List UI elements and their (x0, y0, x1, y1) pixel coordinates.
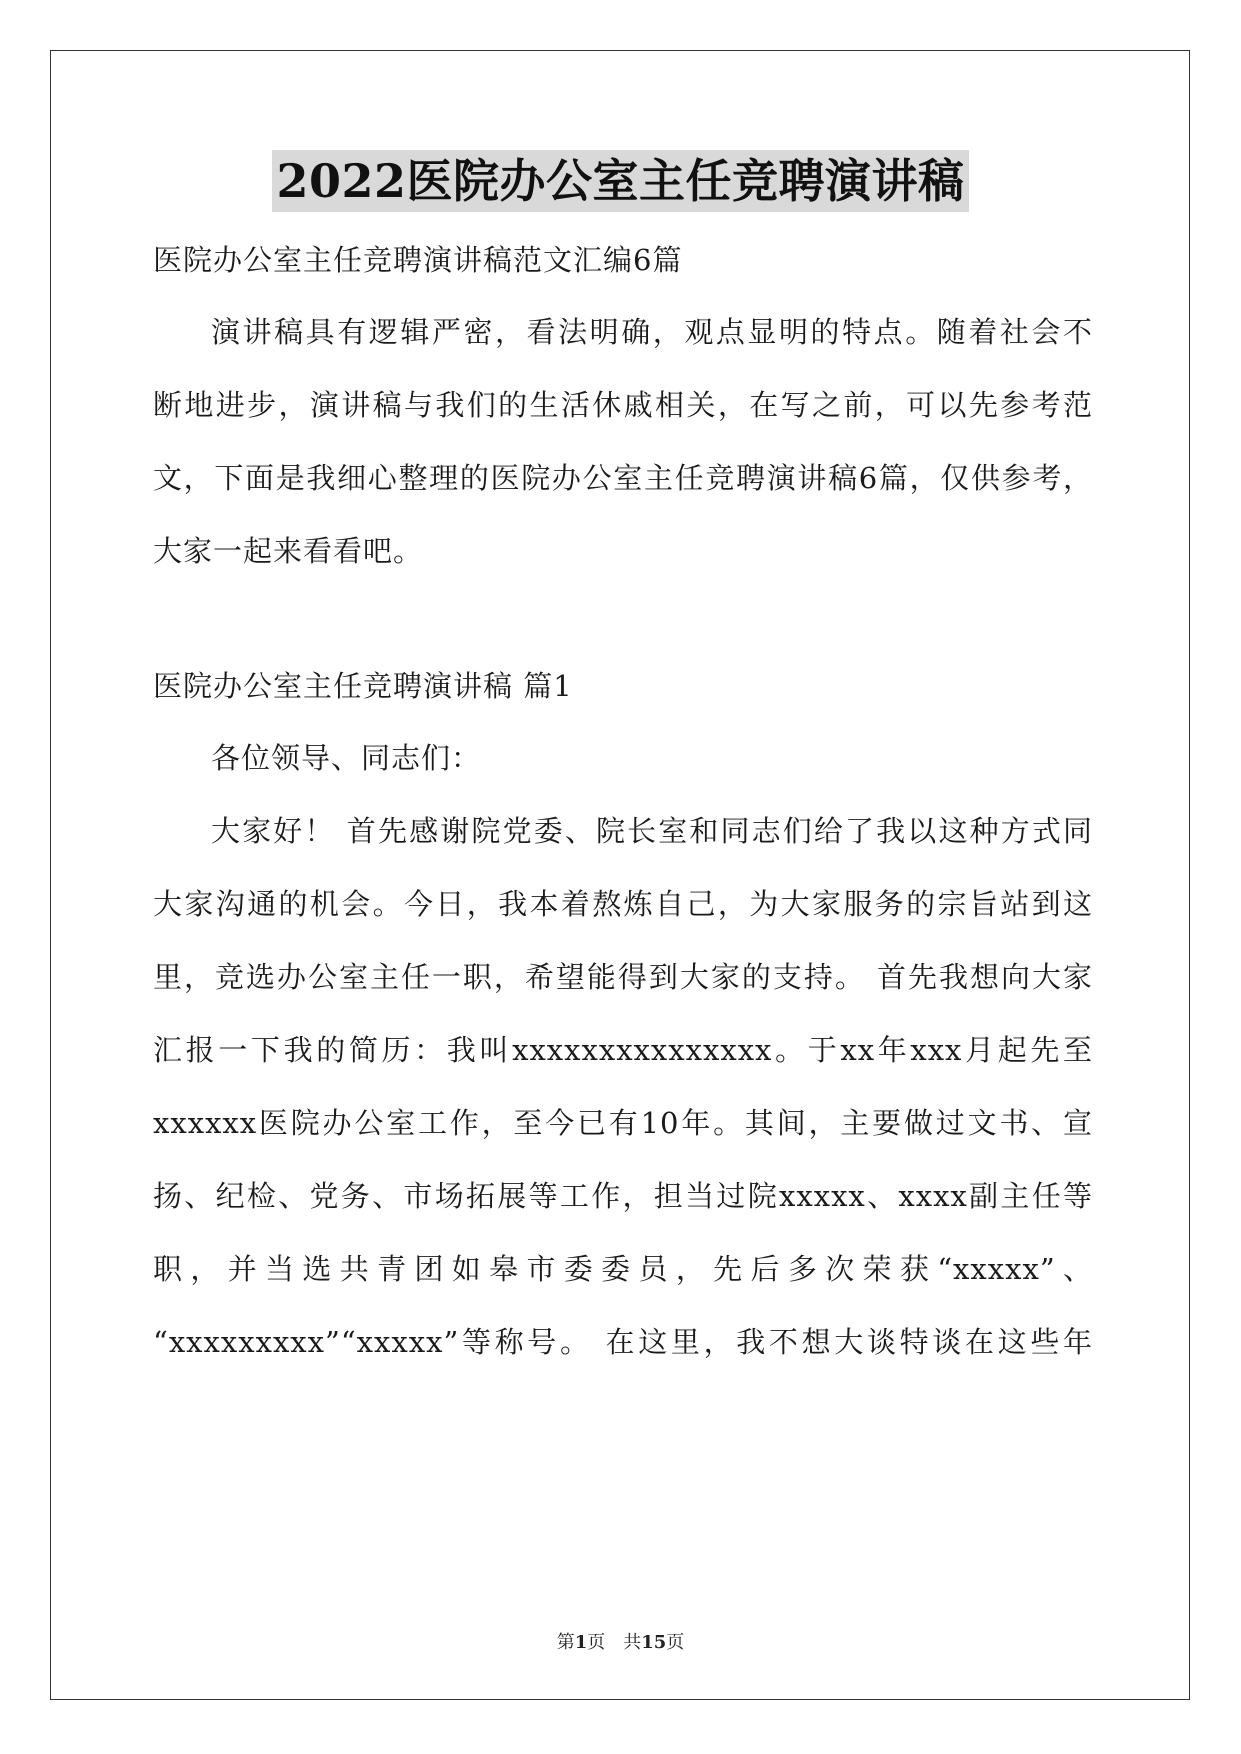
body-line: 大家好！ 首先感谢院党委、院长室和同志们给了我以这种方式同 (211, 814, 1093, 848)
page-suffix: 页 (587, 1632, 606, 1653)
page-prefix: 第 (556, 1632, 575, 1653)
body-line: 职，并当选共青团如皋市委委员，先后多次荣获“xxxxx”、 (153, 1252, 1093, 1286)
intro-line: 文，下面是我细心整理的医院办公室主任竞聘演讲稿6篇，仅供参考， (153, 461, 1093, 495)
intro-line: 大家一起来看看吧。 (153, 534, 424, 568)
body-line: 扬、纪检、党务、市场拓展等工作，担当过院xxxxx、xxxx副主任等 (153, 1179, 1093, 1213)
page-footer (0, 1628, 1241, 1654)
page-number: 1 (574, 1632, 588, 1653)
body-line: 里，竞选办公室主任一职，希望能得到大家的支持。 首先我想向大家 (153, 960, 1093, 994)
body-line: “xxxxxxxxx”“xxxxx”等称号。 在这里，我不想大谈特谈在这些年 (153, 1325, 1093, 1359)
title-container (0, 150, 1241, 212)
document-title: 2022医院办公室主任竞聘演讲稿 (272, 150, 968, 212)
total-suffix: 页 (666, 1632, 685, 1653)
intro-line: 演讲稿具有逻辑严密，看法明确，观点显明的特点。随着社会不 (211, 315, 1093, 349)
body-line: 大家沟通的机会。今日，我本着熬炼自己，为大家服务的宗旨站到这 (153, 887, 1093, 921)
total-prefix: 共 (623, 1632, 642, 1653)
document-subtitle: 医院办公室主任竞聘演讲稿范文汇编6篇 (153, 243, 683, 277)
section-heading: 医院办公室主任竞聘演讲稿 篇1 (153, 669, 573, 703)
total-pages: 15 (641, 1632, 667, 1653)
body-line: 汇报一下我的简历：我叫xxxxxxxxxxxxxxx。于xx年xxx月起先至 (153, 1033, 1093, 1067)
body-line: xxxxxx医院办公室工作，至今已有10年。其间，主要做过文书、宣 (153, 1106, 1093, 1140)
greeting: 各位领导、同志们： (211, 741, 482, 775)
intro-line: 断地进步，演讲稿与我们的生活休戚相关，在写之前，可以先参考范 (153, 388, 1093, 422)
page-border (50, 50, 1190, 1700)
